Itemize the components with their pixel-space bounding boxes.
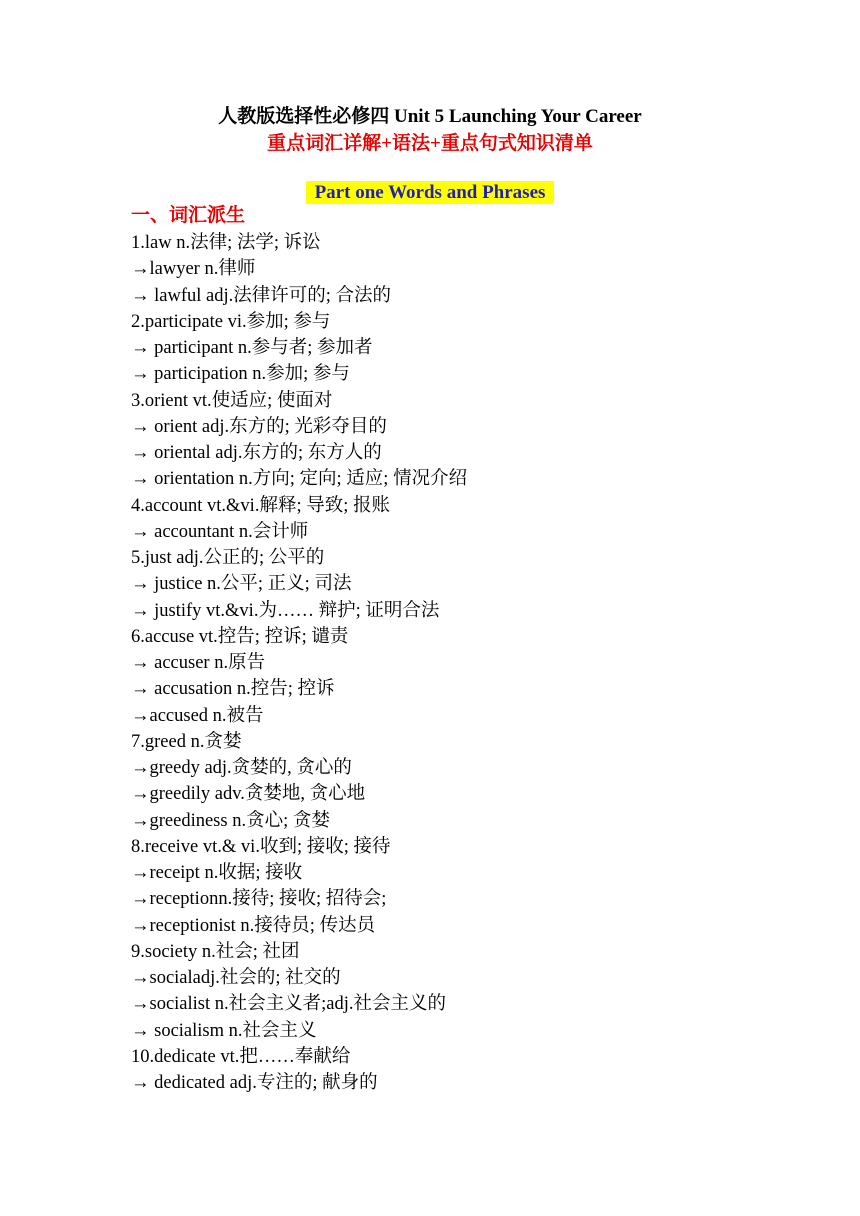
vocab-line: →socialadj.社会的; 社交的 bbox=[131, 968, 341, 988]
vocab-list bbox=[131, 230, 831, 1096]
vocab-line: → accountant n.会计师 bbox=[131, 521, 309, 542]
vocab-line: →socialist n.社会主义者;adj.社会主义的 bbox=[131, 994, 446, 1015]
document-title: 人教版选择性必修四 Unit 5 Launching Your Career bbox=[218, 106, 642, 127]
vocab-line: → accuser n.原告 bbox=[131, 653, 266, 673]
vocab-line: 7.greed n.贪婪 bbox=[131, 731, 242, 752]
vocab-line: → justice n.公平; 正义; 司法 bbox=[131, 574, 352, 595]
vocab-line: → lawful adj.法律许可的; 合法的 bbox=[131, 285, 392, 306]
vocab-line: →receipt n.收据; 接收 bbox=[131, 863, 303, 883]
vocab-line: 4.account vt.&vi.解释; 导致; 报账 bbox=[131, 495, 390, 516]
vocab-line: → justify vt.&vi.为…… 辩护; 证明合法 bbox=[131, 600, 440, 621]
vocab-line: →receptionn.接待; 接收; 招待会; bbox=[131, 889, 387, 910]
vocab-line: →receptionist n.接待员; 传达员 bbox=[131, 915, 376, 936]
part-heading: Part one Words and Phrases bbox=[306, 181, 554, 204]
vocab-line: →lawyer n.律师 bbox=[131, 259, 256, 280]
vocab-line: 8.receive vt.& vi.收到; 接收; 接待 bbox=[131, 836, 391, 857]
vocab-line: → dedicated adj.专注的; 献身的 bbox=[131, 1073, 378, 1093]
vocab-line: 2.participate vi.参加; 参与 bbox=[131, 311, 331, 332]
vocab-line: →greedily adv.贪婪地, 贪心地 bbox=[131, 784, 366, 805]
vocab-line: 10.dedicate vt.把……奉献给 bbox=[131, 1046, 351, 1067]
vocab-line: → orient adj.东方的; 光彩夺目的 bbox=[131, 416, 387, 437]
document-subtitle: 重点词汇详解+语法+重点句式知识清单 bbox=[267, 133, 593, 154]
vocab-line: →accused n.被告 bbox=[131, 705, 264, 726]
vocab-line: 5.just adj.公正的; 公平的 bbox=[131, 548, 325, 568]
section-heading: 一、词汇派生 bbox=[131, 205, 246, 226]
vocab-line: → participation n.参加; 参与 bbox=[131, 364, 350, 385]
vocab-line: → participant n.参与者; 参加者 bbox=[131, 338, 373, 358]
vocab-line: → orientation n.方向; 定向; 适应; 情况介绍 bbox=[131, 469, 468, 490]
vocab-line: 1.law n.法律; 法学; 诉讼 bbox=[131, 233, 321, 253]
vocab-line: →greediness n.贪心; 贪婪 bbox=[131, 810, 330, 831]
vocab-line: → accusation n.控告; 控诉 bbox=[131, 679, 335, 700]
vocab-line: 6.accuse vt.控告; 控诉; 谴责 bbox=[131, 626, 349, 647]
vocab-line: 9.society n.社会; 社团 bbox=[131, 941, 300, 962]
vocab-line: → oriental adj.东方的; 东方人的 bbox=[131, 443, 382, 463]
vocab-line: 3.orient vt.使适应; 使面对 bbox=[131, 390, 333, 411]
vocab-line: → socialism n.社会主义 bbox=[131, 1020, 317, 1041]
vocab-line: →greedy adj.贪婪的, 贪心的 bbox=[131, 758, 352, 778]
